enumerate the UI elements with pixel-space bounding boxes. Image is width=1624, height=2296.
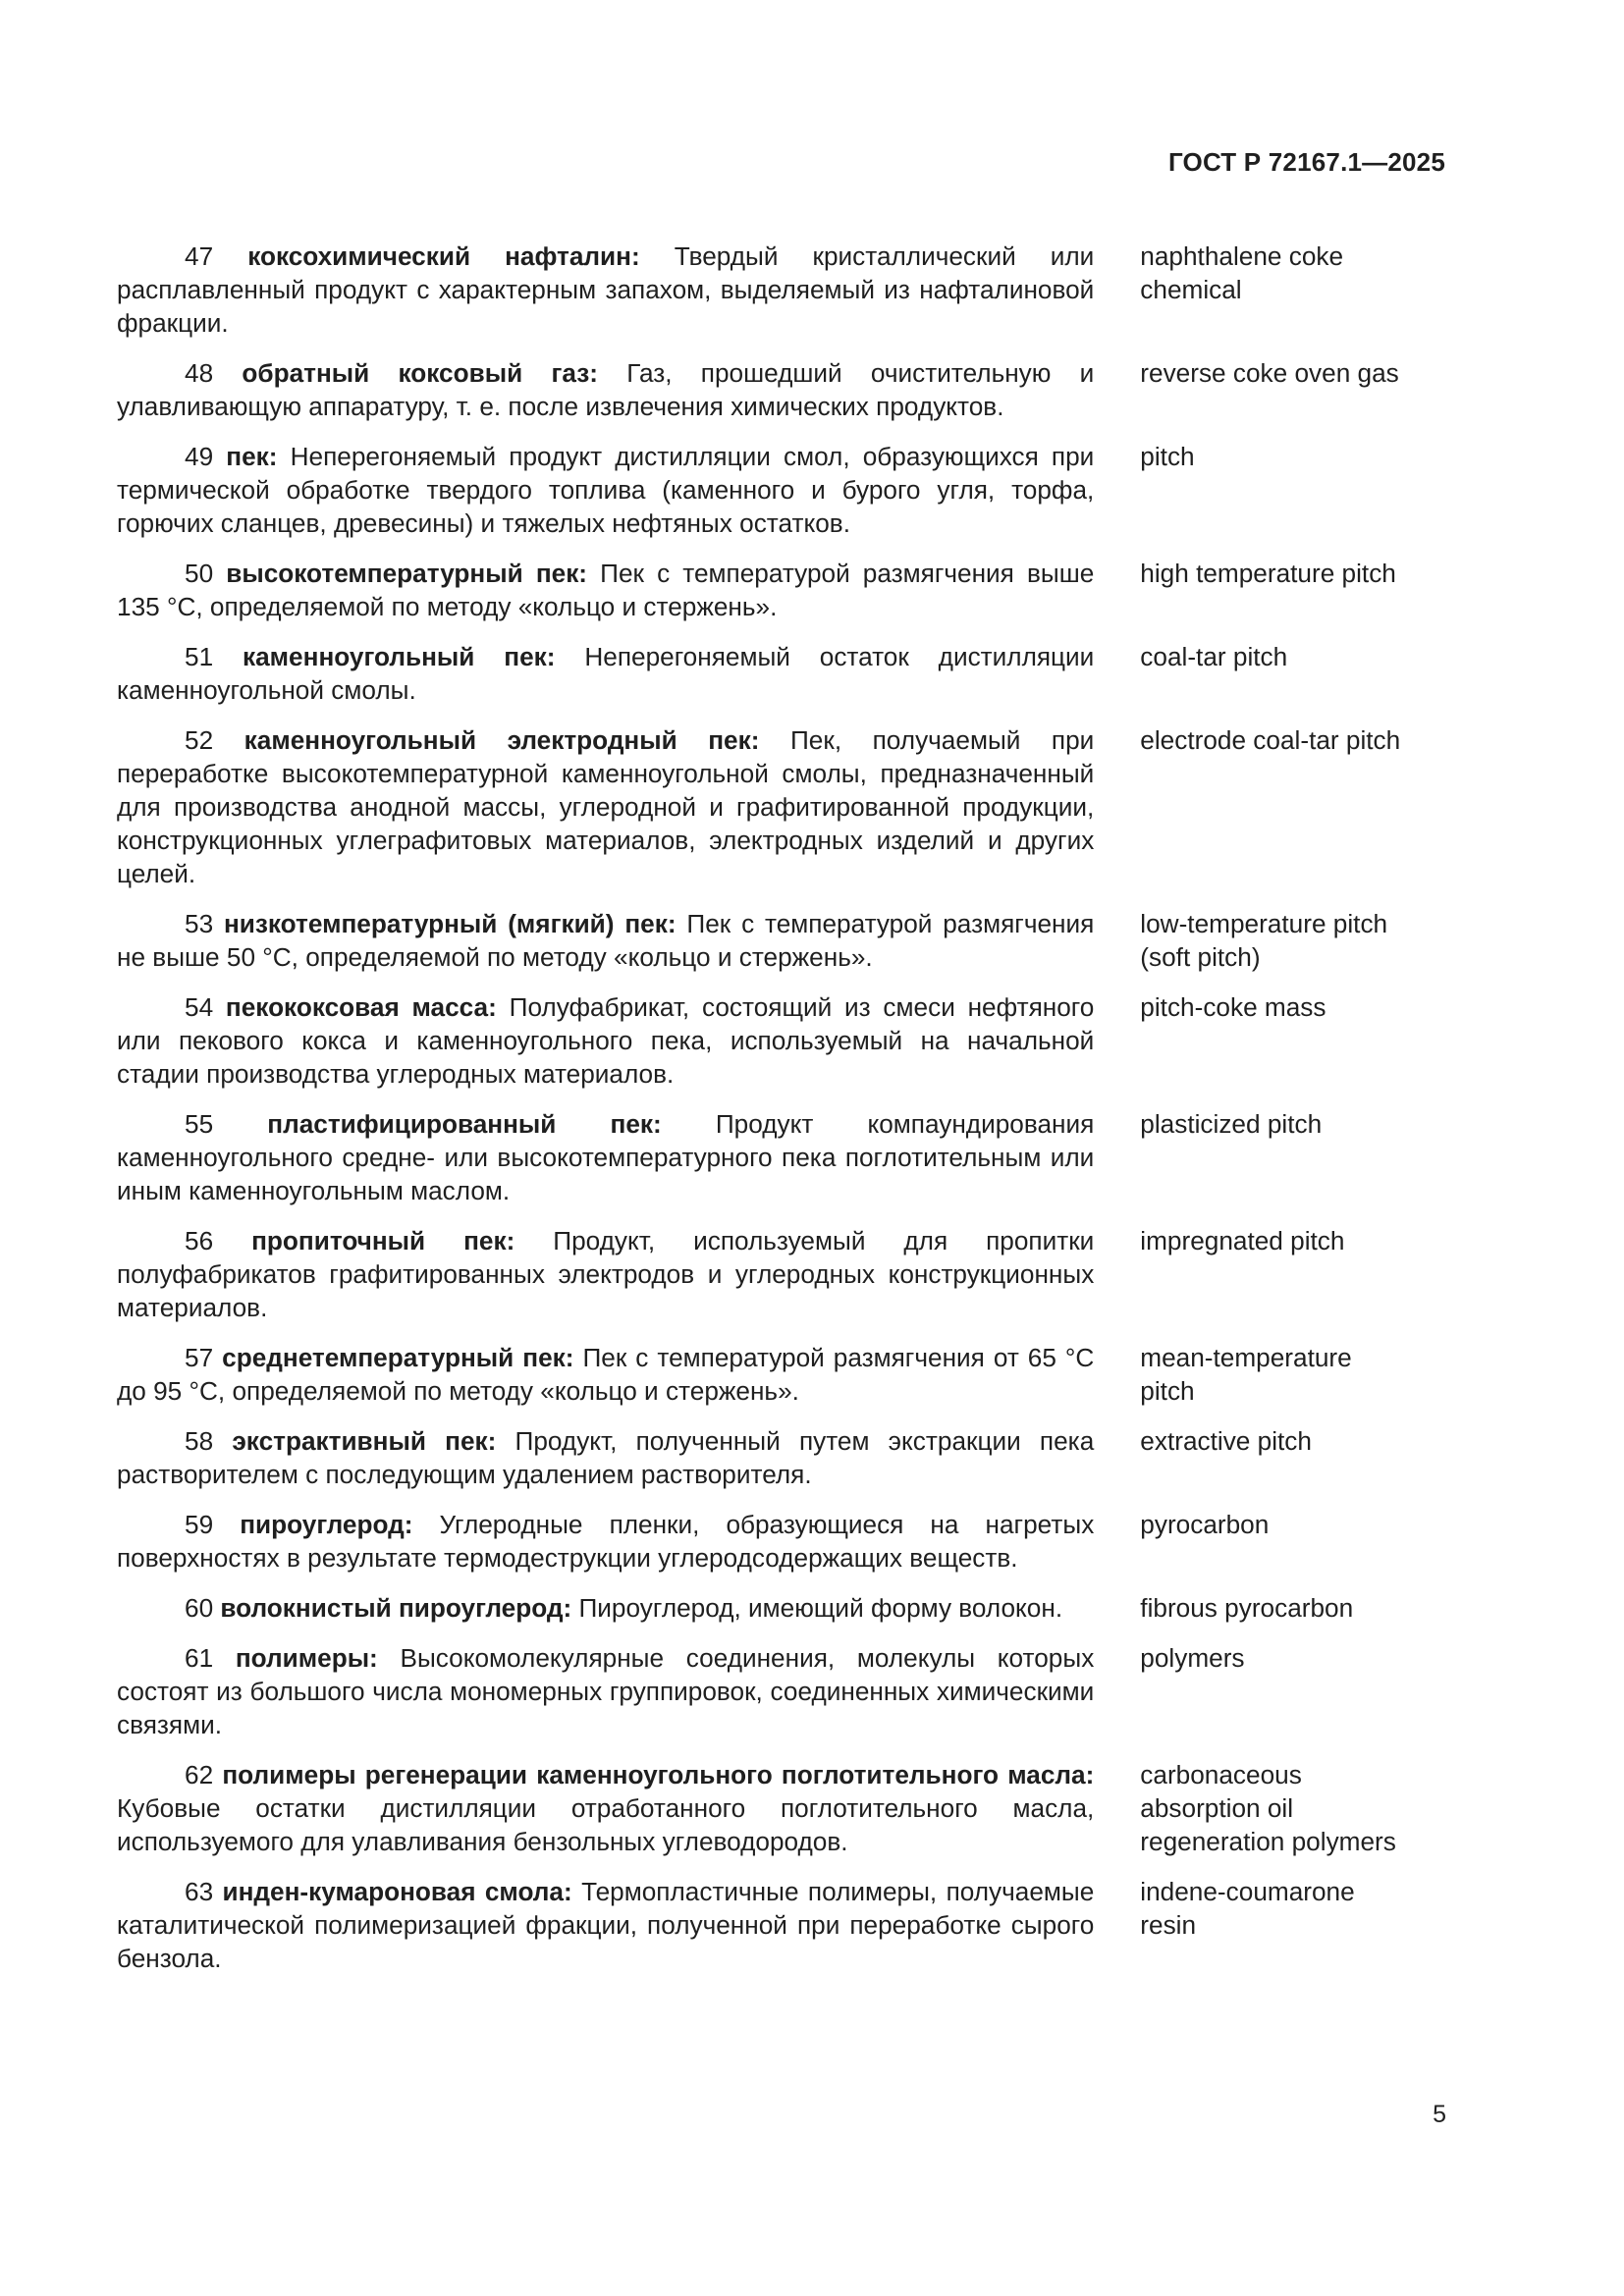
term-definition: Пироуглерод, имеющий форму волокон. <box>578 1593 1063 1623</box>
term-name: пекококсовая масса: <box>225 992 497 1022</box>
term-name: экстрактивный пек: <box>232 1426 497 1456</box>
term-definition: Пек с температурой размягчения не выше 50 °С, определяемой по методу «кольцо и стержень». <box>117 909 1095 972</box>
term-english: pyrocarbon <box>1140 1510 1270 1539</box>
term-entry <box>117 1875 1433 1975</box>
term-russian <box>117 1591 1094 1625</box>
term-name: пироуглерод: <box>240 1510 413 1539</box>
term-russian <box>117 1508 1094 1575</box>
term-entry <box>117 557 1433 623</box>
term-russian <box>117 557 1094 623</box>
term-english: coal-tar pitch <box>1140 642 1288 671</box>
term-name: обратный коксовый газ: <box>242 358 598 388</box>
term-number: 50 <box>185 559 214 588</box>
term-english: mean-temperature pitch <box>1140 1343 1352 1406</box>
term-name: пек: <box>226 442 278 471</box>
term-russian <box>117 640 1094 707</box>
term-english: electrode coal-tar pitch <box>1140 725 1401 755</box>
term-english: indene-coumarone resin <box>1140 1877 1355 1940</box>
term-name: полимеры: <box>235 1643 378 1673</box>
term-english: naphthalene coke chemical <box>1140 241 1344 304</box>
term-number: 56 <box>185 1226 214 1255</box>
term-russian <box>117 1875 1094 1975</box>
term-number: 52 <box>185 725 214 755</box>
term-definition: Продукт компаундирования каменноугольного средне- или высокотемпературного пека поглотительным или иным каменноугольным маслом. <box>117 1109 1095 1205</box>
term-name: полимеры регенерации каменноугольного поглотительного масла: <box>222 1760 1095 1789</box>
term-number: 58 <box>185 1426 214 1456</box>
term-entry <box>117 1758 1433 1858</box>
term-russian <box>117 1107 1094 1207</box>
term-entry <box>117 990 1433 1091</box>
term-definition: Продукт, используемый для пропитки полуфабрикатов графитированных электродов и углеродных конструкционных материалов. <box>117 1226 1095 1322</box>
term-russian <box>117 1224 1094 1324</box>
terms-list <box>117 240 1433 1992</box>
term-number: 60 <box>185 1593 214 1623</box>
term-number: 61 <box>185 1643 214 1673</box>
term-entry <box>117 356 1433 423</box>
term-definition: Термопластичные полимеры, получаемые каталитической полимеризацией фракции, полученной при переработке сырого бензола. <box>117 1877 1095 1973</box>
page-number: 5 <box>1433 2101 1446 2128</box>
term-entry <box>117 1508 1433 1575</box>
term-russian <box>117 1758 1094 1858</box>
term-name: инден-кумароновая смола: <box>222 1877 572 1906</box>
term-name: коксохимический нафталин: <box>247 241 640 271</box>
term-english: impregnated pitch <box>1140 1226 1345 1255</box>
term-entry <box>117 240 1433 340</box>
term-russian <box>117 1641 1094 1741</box>
term-english: reverse coke oven gas <box>1140 358 1399 388</box>
term-entry <box>117 440 1433 540</box>
term-name: волокнистый пироуглерод: <box>220 1593 572 1623</box>
term-name: каменноугольный пек: <box>243 642 556 671</box>
term-entry <box>117 1424 1433 1491</box>
term-english: pitch <box>1140 442 1195 471</box>
term-definition: Полуфабрикат, состоящий из смеси нефтяного или пекового кокса и каменноугольного пека, используемый на начальной стадии производства углеродных материалов. <box>117 992 1095 1089</box>
term-name: высокотемпературный пек: <box>226 559 588 588</box>
term-entry <box>117 723 1433 890</box>
term-english: high temperature pitch <box>1140 559 1396 588</box>
term-definition: Пек с температурой размягчения от 65 °С до 95 °С, определяемой по методу «кольцо и стержень». <box>117 1343 1095 1406</box>
term-russian <box>117 1424 1094 1491</box>
term-definition: Кубовые остатки дистилляции отработанного поглотительного масла, используемого для улавливания бензольных углеводородов. <box>117 1793 1095 1856</box>
term-number: 59 <box>185 1510 214 1539</box>
term-english: polymers <box>1140 1643 1245 1673</box>
term-english: fibrous pyrocarbon <box>1140 1593 1354 1623</box>
term-russian <box>117 356 1094 423</box>
term-number: 47 <box>185 241 214 271</box>
term-entry <box>117 640 1433 707</box>
document-code: ГОСТ Р 72167.1—2025 <box>1167 147 1445 177</box>
term-name: пластифицированный пек: <box>267 1109 662 1139</box>
term-number: 57 <box>185 1343 214 1372</box>
term-russian <box>117 723 1094 890</box>
term-english: extractive pitch <box>1140 1426 1312 1456</box>
term-russian <box>117 907 1094 974</box>
term-russian <box>117 990 1094 1091</box>
term-definition: Пек с температурой размягчения выше 135 °С, определяемой по методу «кольцо и стержень». <box>117 559 1095 621</box>
term-entry <box>117 1107 1433 1207</box>
term-definition: Пек, получаемый при переработке высокотемпературной каменноугольной смолы, предназначенный для производства анодной массы, углеродной и графитированной продукции, конструкционных углеграфитовых материалов, электродных изделий и других целей. <box>117 725 1095 888</box>
term-number: 54 <box>185 992 214 1022</box>
term-definition: Неперегоняемый остаток дистилляции каменноугольной смолы. <box>117 642 1095 705</box>
term-entry <box>117 1641 1433 1741</box>
term-definition: Газ, прошедший очистительную и улавливающую аппаратуру, т. е. после извлечения химических продуктов. <box>117 358 1095 421</box>
term-number: 48 <box>185 358 214 388</box>
term-number: 51 <box>185 642 214 671</box>
term-number: 63 <box>185 1877 214 1906</box>
term-definition: Продукт, полученный путем экстракции пека растворителем с последующим удалением растворителя. <box>117 1426 1095 1489</box>
term-name: среднетемпературный пек: <box>222 1343 574 1372</box>
term-number: 55 <box>185 1109 214 1139</box>
term-russian <box>117 1341 1094 1408</box>
term-definition: Углеродные пленки, образующиеся на нагретых поверхностях в результате термодеструкции углеродсодержащих веществ. <box>117 1510 1095 1573</box>
term-russian <box>117 240 1094 340</box>
term-entry <box>117 907 1433 974</box>
term-definition: Неперегоняемый продукт дистилляции смол, образующихся при термической обработке твердого топлива (каменного и бурого угля, торфа, горючих сланцев, древесины) и тяжелых нефтяных остатков. <box>117 442 1095 538</box>
term-name: низкотемпературный (мягкий) пек: <box>223 909 677 938</box>
term-entry <box>117 1591 1433 1625</box>
term-number: 62 <box>185 1760 214 1789</box>
term-definition: Высокомолекулярные соединения, молекулы которых состоят из большого числа мономерных группировок, соединенных химическими связями. <box>117 1643 1095 1739</box>
term-english: pitch-coke mass <box>1140 992 1326 1022</box>
term-english: plasticized pitch <box>1140 1109 1323 1139</box>
term-english: carbonaceous absorption oil regeneration polymers <box>1140 1760 1396 1856</box>
term-number: 53 <box>185 909 214 938</box>
term-name: каменноугольный электродный пек: <box>244 725 760 755</box>
term-name: пропиточный пек: <box>251 1226 515 1255</box>
term-entry <box>117 1224 1433 1324</box>
term-english: low-temperature pitch (soft pitch) <box>1140 909 1388 972</box>
term-number: 49 <box>185 442 214 471</box>
term-russian <box>117 440 1094 540</box>
term-entry <box>117 1341 1433 1408</box>
term-definition: Твердый кристаллический или расплавленный продукт с характерным запахом, выделяемый из нафталиновой фракции. <box>117 241 1095 338</box>
